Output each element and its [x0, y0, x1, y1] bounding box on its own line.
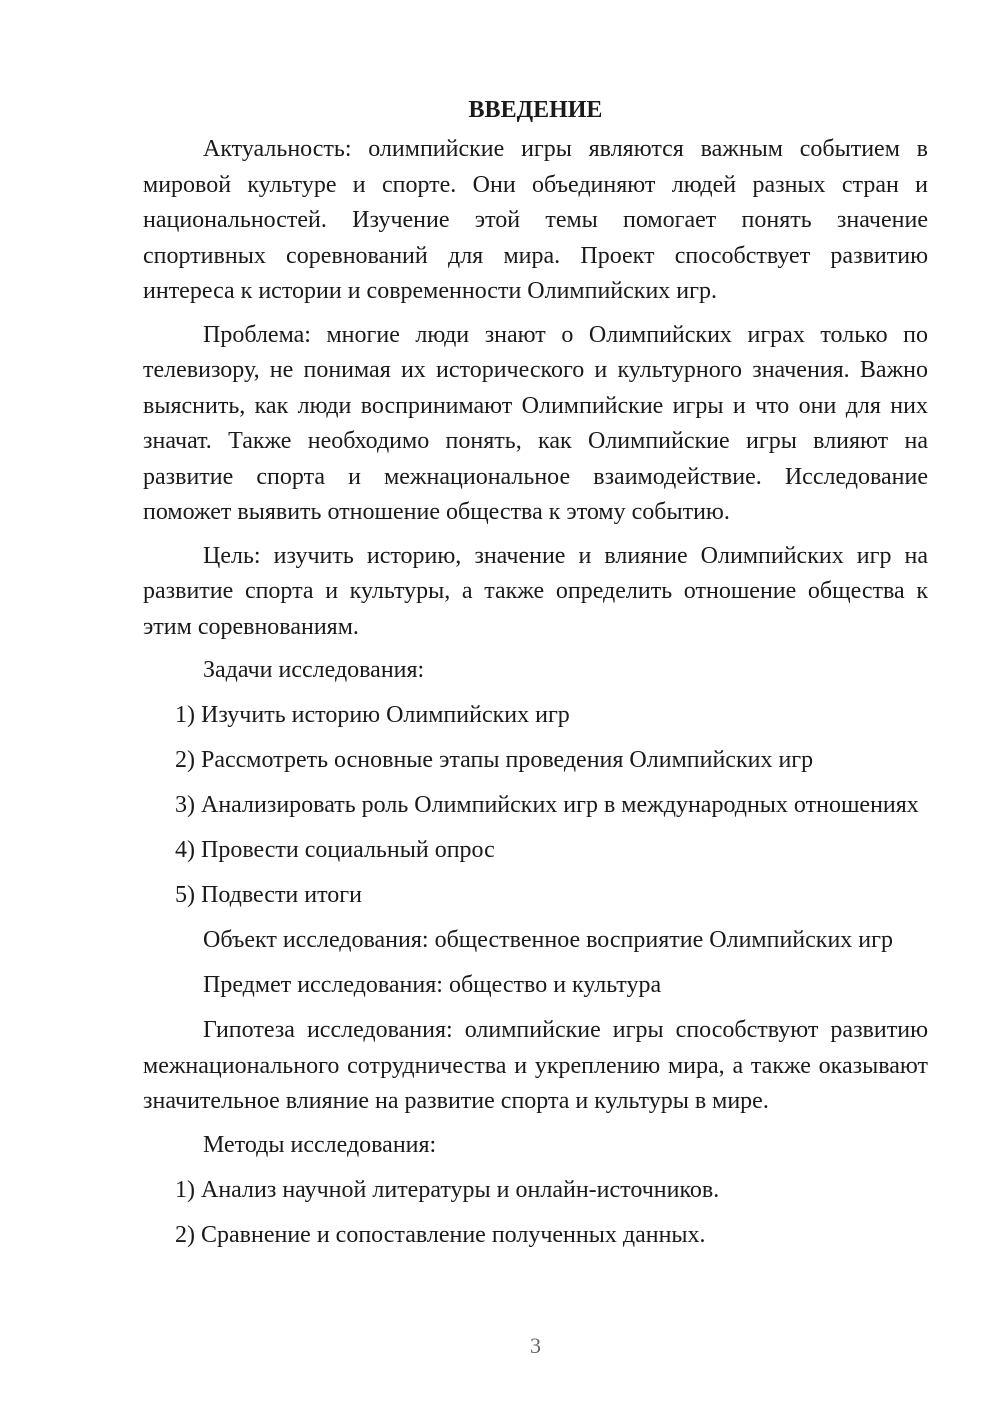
relevance-paragraph: Актуальность: олимпийские игры являются важным событием в мировой культуре и спорте. Они объединяют людей разных стран и национальностей. Изучение этой темы помогает понять значение спортивных соревнований для мира. Проект способствует развитию интереса к истории и современности Олимпийских игр. — [143, 136, 928, 304]
task-item-3: 3) Анализировать роль Олимпийских игр в международных отношениях — [175, 792, 919, 818]
page-number: 3 — [530, 1333, 541, 1358]
page-content — [143, 92, 928, 1263]
tasks-heading: Задачи исследования: — [203, 657, 425, 683]
method-item-1: 1) Анализ научной литературы и онлайн-источников. — [175, 1176, 720, 1203]
task-item-4: 4) Провести социальный опрос — [175, 837, 495, 863]
research-subject: Предмет исследования: общество и культура — [203, 972, 662, 998]
problem-paragraph: Проблема: многие люди знают о Олимпийских играх только по телевизору, не понимая их исторического и культурного значения. Важно выяснить, как люди воспринимают Олимпийские игры и что они для них значат. Также необходимо понять, как Олимпийские игры влияют на развитие спорта и межнациональное взаимодействие. Исследование поможет выявить отношение общества к этому событию. — [143, 321, 928, 525]
hypothesis-paragraph: Гипотеза исследования: олимпийские игры способствуют развитию межнационального сотрудничества и укреплению мира, а также оказывают значительное влияние на развитие спорта и культуры в мире. — [143, 1017, 928, 1114]
task-item-1: 1) Изучить историю Олимпийских игр — [175, 702, 570, 728]
goal-paragraph: Цель: изучить историю, значение и влияние Олимпийских игр на развитие спорта и культуры, а также определить отношение общества к этим соревнованиям. — [143, 542, 928, 640]
task-item-5: 5) Подвести итоги — [175, 882, 362, 908]
method-item-2: 2) Сравнение и сопоставление полученных данных. — [175, 1221, 706, 1248]
section-title: ВВЕДЕНИЕ — [468, 97, 603, 123]
research-object: Объект исследования: общественное восприятие Олимпийских игр — [203, 927, 893, 953]
methods-heading: Методы исследования: — [203, 1131, 437, 1158]
task-item-2: 2) Рассмотреть основные этапы проведения Олимпийских игр — [175, 747, 814, 773]
